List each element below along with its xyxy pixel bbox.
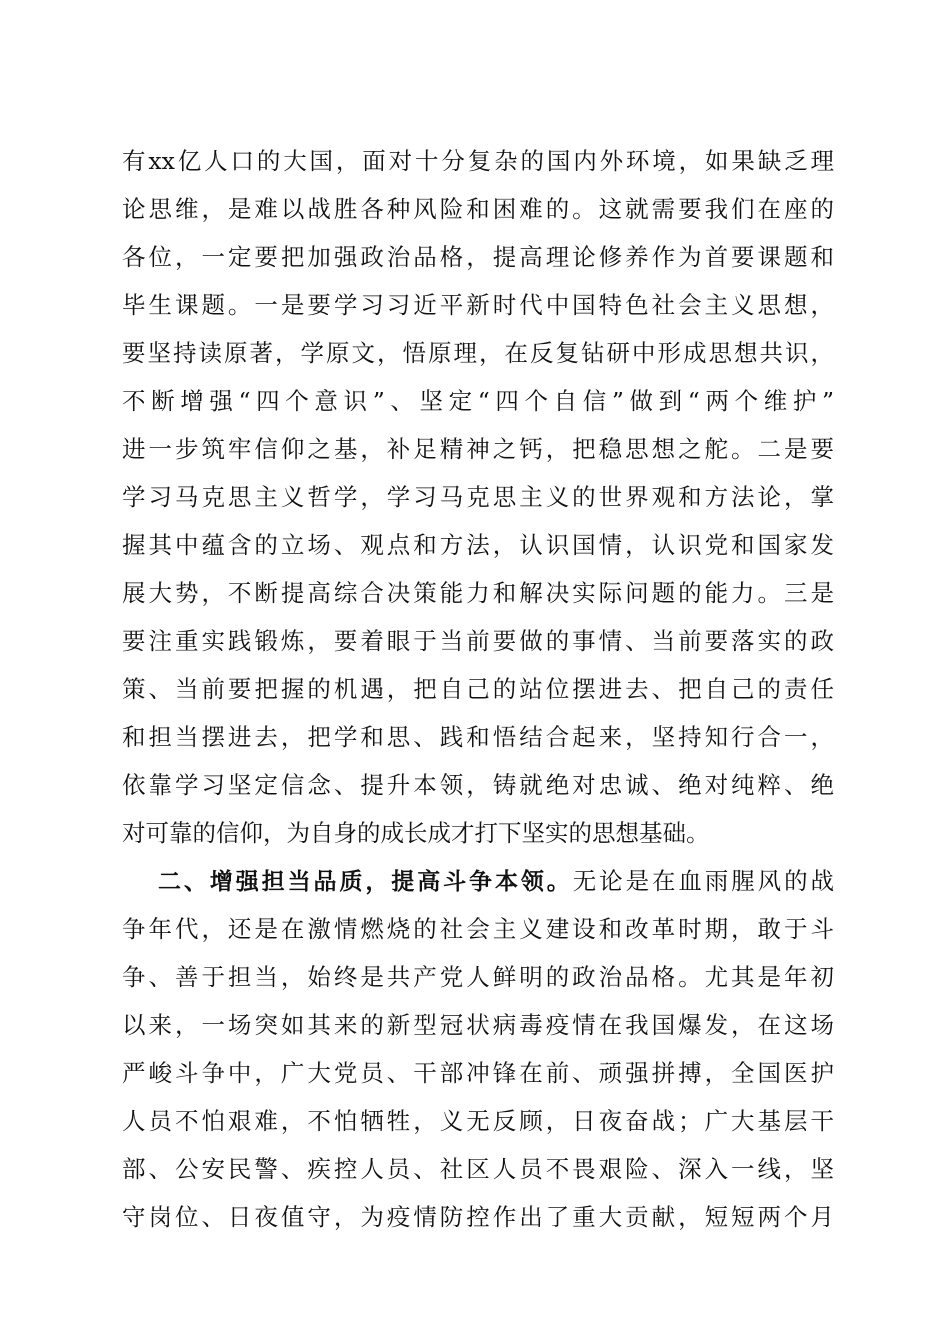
text-line: 毕生课题。一是要学习习近平新时代中国特色社会主义思想， [122,291,834,319]
text-line: 严峻斗争中，广大党员、干部冲锋在前、顽强拼搏，全国医护 [122,1059,834,1087]
text-line: 论思维，是难以战胜各种风险和困难的。这就需要我们在座的 [122,195,834,223]
text-line: 各位，一定要把加强政治品格，提高理论修养作为首要课题和 [122,243,834,271]
text-line: 要注重实践锻炼，要着眼于当前要做的事情、当前要落实的政 [122,627,834,655]
text-line: 对可靠的信仰，为自身的成长成才打下坚实的思想基础。 [122,819,710,847]
paragraph-2 [122,857,834,1241]
text-line: 和担当摆进去，把学和思、践和悟结合起来，坚持知行合一， [122,723,834,751]
text-line: 人员不怕艰难，不怕牺牲，义无反顾，日夜奋战；广大基层干 [122,1107,834,1135]
text-line: 以来，一场突如其来的新型冠状病毒疫情在我国爆发，在这场 [122,1011,834,1039]
text-line: 握其中蕴含的立场、观点和方法，认识国情，认识党和国家发 [122,531,834,559]
text-line: 守岗位、日夜值守，为疫情防控作出了重大贡献，短短两个月 [122,1203,834,1231]
text-line: 争年代，还是在激情燃烧的社会主义建设和改革时期，敢于斗 [122,915,834,943]
text-line: 不断增强“四个意识”、坚定“四个自信”做到“两个维护” [122,387,834,415]
text-line: 要坚持读原著，学原文，悟原理，在反复钻研中形成思想共识， [122,339,834,367]
text-line: 有xx亿人口的大国，面对十分复杂的国内外环境，如果缺乏理 [122,147,834,175]
text-line: 学习马克思主义哲学，学习马克思主义的世界观和方法论，掌 [122,483,834,511]
text-line: 争、善于担当，始终是共产党人鲜明的政治品格。尤其是年初 [122,963,834,991]
text-line: 策、当前要把握的机遇，把自己的站位摆进去、把自己的责任 [122,675,834,703]
section-heading: 二、增强担当品质，提高斗争本领。 [158,869,573,895]
text-line: 依靠学习坚定信念、提升本领，铸就绝对忠诚、绝对纯粹、绝 [122,771,834,799]
text-line: 进一步筑牢信仰之基，补足精神之钙，把稳思想之舵。二是要 [122,435,834,463]
text-line: 部、公安民警、疾控人员、社区人员不畏艰险、深入一线，坚 [122,1155,834,1183]
body-text [122,137,834,1241]
heading-line-rest: 无论是在血雨腥风的战 [572,867,835,895]
paragraph-1 [122,137,834,857]
text-line: 展大势，不断提高综合决策能力和解决实际问题的能力。三是 [122,579,834,607]
text-line-with-heading [122,857,834,905]
